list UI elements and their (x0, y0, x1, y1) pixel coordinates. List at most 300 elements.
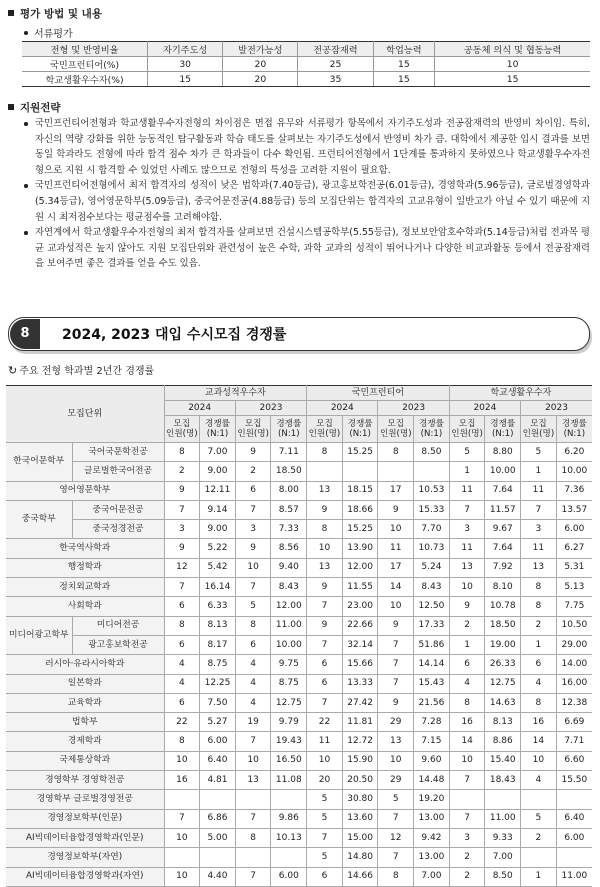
value-cell: 10 (449, 578, 485, 597)
value-cell: 6 (164, 693, 200, 712)
value-cell: 6.00 (200, 732, 236, 751)
value-cell: 16 (164, 771, 200, 790)
value-cell: 7.00 (485, 848, 521, 867)
value-cell: 8.75 (271, 674, 307, 693)
value-cell: 15.00 (342, 828, 378, 847)
value-cell: 14 (521, 732, 557, 751)
value-cell: 18.50 (485, 616, 521, 635)
value-cell: 11.08 (271, 771, 307, 790)
unit-name-cell: 경영정보학부(인문) (6, 809, 164, 828)
value-cell: 6.00 (271, 867, 307, 886)
value-cell: 11.57 (485, 500, 521, 519)
value-cell: 5.24 (414, 558, 450, 577)
value-cell: 7.92 (485, 558, 521, 577)
value-cell: 7 (449, 809, 485, 828)
value-cell: 10.78 (485, 597, 521, 616)
unit-name-cell: 경영학부 글로벌경영전공 (6, 790, 164, 809)
strategy-bullet: 국민프런티어전형과 학교생활우수자전형의 차이점은 면접 유무와 서류평가 항목에서 자기주도성과 전공잠재력의 반영비 차이임. 특히, 자신의 역량 강화를 위한 능동적인 탐구활동과 학습 태도를 살펴보는 자기주도성에서 반영비 차가 큼. 대학에서 제공한 입시 결과를 보면 동일 학과라도 전형에 따라 합격 점수 차가 큰 학과들이 다수 확인됨. 프런티어전형에서 1단계를 통과하지 못하였으나 학교생활우수자전형으로 지원 시 합격할 수 있었던 사례도 많으므로 전형의 특성을 고려한 지원이 필요함. (24, 116, 590, 178)
value-cell: 15.66 (342, 655, 378, 674)
unit-name-cell: AI빅데이터융합경영학과(자연) (6, 867, 164, 886)
value-cell: 13 (235, 771, 271, 790)
unit-name-cell: 경제학과 (6, 732, 164, 751)
value-cell: 10 (164, 867, 200, 886)
value-cell: 5 (521, 443, 557, 462)
value-cell: 9 (307, 616, 343, 635)
unit-name-cell: 사회학과 (6, 597, 164, 616)
value-cell: 2 (449, 848, 485, 867)
value-cell: 8 (307, 520, 343, 539)
value-cell: 9 (378, 693, 414, 712)
value-cell: 6.00 (556, 828, 592, 847)
unit-name-cell: 일본학과 (6, 674, 164, 693)
value-cell: 7 (307, 597, 343, 616)
value-cell (271, 790, 307, 809)
table-row (6, 578, 592, 597)
eval-cell: 15 (373, 72, 435, 87)
value-cell: 7.33 (271, 520, 307, 539)
value-cell: 15.40 (485, 751, 521, 770)
banner-title: 2024, 2023 대입 수시모집 경쟁률 (62, 327, 287, 343)
strategy-bullet: 국민프런티어전형에서 최저 합격자의 성적이 낮은 법학과(7.40등급), 광고홍보학전공(6.01등급), 경영학과(5.96등급), 글로벌경영학과(5.34등급), 영어영문학부(5.09등급), 중국어문전공(4.88등급) 등의 모집단위는 합격자의 고교유형이 일반고가 아닐 수 있기 때문에 지원 시 최저점수보다는 평균점수를 고려해야함. (24, 178, 590, 225)
value-cell: 8.57 (271, 500, 307, 519)
value-cell: 10 (449, 751, 485, 770)
value-cell: 14.80 (342, 848, 378, 867)
eval-cell: 국민프런티어(%) (22, 57, 148, 72)
year-header: 2024 (307, 401, 378, 416)
table-row (6, 655, 592, 674)
value-cell: 12.75 (271, 693, 307, 712)
value-cell: 12.00 (342, 558, 378, 577)
value-cell: 11 (307, 732, 343, 751)
eval-row (22, 72, 590, 87)
table-row (6, 713, 592, 732)
value-cell: 14.48 (414, 771, 450, 790)
value-cell: 8 (521, 597, 557, 616)
value-cell: 13.57 (556, 500, 592, 519)
group-name-cell: 중국학부 (6, 500, 72, 539)
sub-header: 모집 인원(명) (521, 416, 557, 443)
value-cell: 12.25 (200, 674, 236, 693)
value-cell: 19.43 (271, 732, 307, 751)
eval-cell: 25 (298, 57, 373, 72)
table-row (6, 751, 592, 770)
value-cell (342, 462, 378, 481)
value-cell: 12.11 (200, 481, 236, 500)
value-cell: 4 (521, 674, 557, 693)
value-cell: 32.14 (342, 635, 378, 654)
value-cell: 7 (307, 635, 343, 654)
value-cell: 4.81 (200, 771, 236, 790)
value-cell: 7.15 (414, 732, 450, 751)
sub-header: 모집 인원(명) (307, 416, 343, 443)
value-cell: 13 (307, 481, 343, 500)
unit-name-cell: AI빅데이터융합경영학과(인문) (6, 828, 164, 847)
sub-header: 경쟁률 (N:1) (556, 416, 592, 443)
value-cell: 8.86 (485, 732, 521, 751)
value-cell: 9 (378, 500, 414, 519)
table-row (6, 693, 592, 712)
value-cell (271, 848, 307, 867)
arrow-icon: ↻ (8, 364, 18, 377)
sub-header: 모집 인원(명) (378, 416, 414, 443)
value-cell: 10 (235, 558, 271, 577)
value-cell: 16 (449, 713, 485, 732)
value-cell: 29 (378, 713, 414, 732)
value-cell: 8 (521, 693, 557, 712)
value-cell: 12.50 (414, 597, 450, 616)
value-cell: 5 (378, 790, 414, 809)
eval-row (22, 57, 590, 72)
value-cell: 26.33 (485, 655, 521, 674)
dot-bullet-icon (24, 122, 28, 126)
value-cell: 12 (164, 558, 200, 577)
value-cell: 7.00 (414, 867, 450, 886)
value-cell: 10 (378, 520, 414, 539)
value-cell: 13 (449, 558, 485, 577)
value-cell: 4 (521, 771, 557, 790)
value-cell: 12.72 (342, 732, 378, 751)
value-cell: 12.75 (485, 674, 521, 693)
value-cell: 7 (235, 500, 271, 519)
strategy-bullet: 자연계에서 학교생활우수자전형의 최저 합격자를 살펴보면 건설시스템공학부(5.55등급), 정보보안암호수학과(5.14등급)처럼 전과목 평균 교과성적은 높지 않아도 지원 모집단위와 관련성이 높은 수학, 과학 교과의 성적이 뛰어나거나 다양한 비교과활동 등에서 전공잠재력을 보여주면 좋은 결과를 얻을 수도 있음. (24, 225, 590, 272)
unit-name-cell: 미디어전공 (72, 616, 164, 635)
value-cell: 8.00 (271, 481, 307, 500)
table-caption: ↻ 주요 전형 학과별 2년간 경쟁률 (8, 364, 155, 377)
value-cell: 1 (449, 635, 485, 654)
value-cell: 11 (449, 539, 485, 558)
value-cell: 8.10 (485, 578, 521, 597)
value-cell: 14 (449, 732, 485, 751)
value-cell: 2 (235, 462, 271, 481)
value-cell: 18.66 (342, 500, 378, 519)
value-cell: 7 (235, 867, 271, 886)
eval-cell: 15 (148, 72, 223, 87)
value-cell: 1 (449, 462, 485, 481)
value-cell: 10 (521, 751, 557, 770)
group-name-cell: 한국어문학부 (6, 443, 72, 482)
value-cell: 3 (449, 520, 485, 539)
value-cell: 4 (235, 674, 271, 693)
value-cell: 9.79 (271, 713, 307, 732)
value-cell: 7 (307, 828, 343, 847)
value-cell: 5 (307, 790, 343, 809)
section-banner (0, 317, 590, 351)
value-cell: 5.13 (556, 578, 592, 597)
unit-name-cell: 국어국문학전공 (72, 443, 164, 462)
value-cell: 5 (521, 809, 557, 828)
eval-header-cell: 자기주도성 (148, 42, 223, 57)
value-cell: 19.00 (485, 635, 521, 654)
dot-bullet-icon (24, 184, 28, 188)
value-cell: 10 (378, 597, 414, 616)
sub-header: 모집 인원(명) (164, 416, 200, 443)
unit-name-cell: 영어영문학부 (6, 481, 164, 500)
value-cell: 27.42 (342, 693, 378, 712)
table-row (6, 809, 592, 828)
value-cell: 7 (378, 655, 414, 674)
value-cell: 7.11 (271, 443, 307, 462)
value-cell (200, 790, 236, 809)
value-cell: 4 (164, 655, 200, 674)
value-cell: 5 (307, 848, 343, 867)
value-cell: 10 (378, 751, 414, 770)
group-header: 교과성적우수자 (164, 386, 307, 401)
value-cell: 10 (307, 539, 343, 558)
value-cell: 14.63 (485, 693, 521, 712)
value-cell: 10 (235, 751, 271, 770)
value-cell: 5.31 (556, 558, 592, 577)
eval-cell: 15 (435, 72, 590, 87)
sub-header: 모집 인원(명) (235, 416, 271, 443)
value-cell: 14.14 (414, 655, 450, 674)
eval-header-cell: 공동체 의식 및 협동능력 (435, 42, 590, 57)
square-bullet-icon (8, 104, 14, 110)
value-cell: 9 (378, 616, 414, 635)
value-cell: 7.71 (556, 732, 592, 751)
value-cell: 15.25 (342, 520, 378, 539)
value-cell: 6.00 (556, 520, 592, 539)
value-cell: 9.14 (200, 500, 236, 519)
year-header: 2023 (378, 401, 449, 416)
value-cell: 9.40 (271, 558, 307, 577)
value-cell: 10.00 (271, 635, 307, 654)
value-cell: 9.60 (414, 751, 450, 770)
value-cell: 8.17 (200, 635, 236, 654)
value-cell: 8 (378, 867, 414, 886)
value-cell: 7 (307, 693, 343, 712)
sub-header: 경쟁률 (N:1) (271, 416, 307, 443)
year-header: 2023 (235, 401, 306, 416)
year-header: 2024 (449, 401, 520, 416)
sub-header: 경쟁률 (N:1) (485, 416, 521, 443)
value-cell: 9 (164, 481, 200, 500)
table-row (6, 790, 592, 809)
value-cell: 13 (521, 558, 557, 577)
value-cell: 11 (521, 481, 557, 500)
section-strategy-heading: 지원전략 (8, 100, 61, 115)
value-cell: 11 (449, 481, 485, 500)
value-cell: 13.90 (342, 539, 378, 558)
value-cell: 6 (164, 597, 200, 616)
value-cell: 9.75 (271, 655, 307, 674)
value-cell: 6.60 (556, 751, 592, 770)
value-cell: 7.75 (556, 597, 592, 616)
table-row (6, 674, 592, 693)
value-cell: 1 (521, 867, 557, 886)
value-cell: 16 (521, 713, 557, 732)
value-cell: 14 (378, 578, 414, 597)
eval-ratio-table (22, 41, 590, 87)
value-cell: 6 (449, 655, 485, 674)
value-cell: 9 (449, 597, 485, 616)
value-cell: 6.33 (200, 597, 236, 616)
eval-cell: 20 (223, 57, 298, 72)
value-cell: 8.13 (485, 713, 521, 732)
value-cell: 7 (164, 809, 200, 828)
value-cell: 13.60 (342, 809, 378, 828)
value-cell (556, 790, 592, 809)
dot-bullet-icon (24, 31, 28, 35)
unit-name-cell: 법학부 (6, 713, 164, 732)
value-cell: 13 (378, 732, 414, 751)
value-cell (164, 848, 200, 867)
table-row (6, 732, 592, 751)
value-cell: 11.00 (271, 616, 307, 635)
value-cell: 15.25 (342, 443, 378, 462)
eval-header-cell: 학업능력 (373, 42, 435, 57)
value-cell: 8.56 (271, 539, 307, 558)
value-cell: 9.67 (485, 520, 521, 539)
table-row (6, 867, 592, 886)
value-cell: 1 (521, 635, 557, 654)
table-row (6, 462, 592, 481)
value-cell: 7 (378, 674, 414, 693)
value-cell: 9 (164, 539, 200, 558)
unit-name-cell: 중국정경전공 (72, 520, 164, 539)
value-cell: 3 (235, 520, 271, 539)
value-cell: 6 (307, 867, 343, 886)
unit-name-cell: 교육학과 (6, 693, 164, 712)
value-cell: 6.40 (200, 751, 236, 770)
table-row (6, 539, 592, 558)
sub-header: 경쟁률 (N:1) (342, 416, 378, 443)
value-cell: 7 (449, 771, 485, 790)
value-cell (414, 462, 450, 481)
value-cell (164, 790, 200, 809)
value-cell (235, 848, 271, 867)
value-cell: 12.00 (271, 597, 307, 616)
unit-header: 모집단위 (6, 386, 164, 443)
unit-name-cell: 정치외교학과 (6, 578, 164, 597)
value-cell: 6 (521, 655, 557, 674)
table-row (6, 597, 592, 616)
group-header: 국민프런티어 (307, 386, 450, 401)
value-cell: 5.42 (200, 558, 236, 577)
value-cell (485, 790, 521, 809)
value-cell: 6 (235, 481, 271, 500)
value-cell: 8.80 (485, 443, 521, 462)
table-row (6, 443, 592, 462)
value-cell: 14.66 (342, 867, 378, 886)
value-cell: 6.86 (200, 809, 236, 828)
value-cell: 9 (235, 539, 271, 558)
eval-header-cell: 발전가능성 (223, 42, 298, 57)
value-cell: 10.00 (556, 462, 592, 481)
value-cell: 16.50 (271, 751, 307, 770)
value-cell: 18.50 (271, 462, 307, 481)
eval-cell: 10 (435, 57, 590, 72)
value-cell: 7.70 (414, 520, 450, 539)
value-cell: 8 (378, 443, 414, 462)
value-cell: 8.43 (414, 578, 450, 597)
value-cell: 5.22 (200, 539, 236, 558)
value-cell: 2 (521, 828, 557, 847)
value-cell: 8.13 (200, 616, 236, 635)
value-cell: 51.86 (414, 635, 450, 654)
value-cell: 12 (378, 828, 414, 847)
value-cell: 2 (449, 867, 485, 886)
value-cell: 17.33 (414, 616, 450, 635)
value-cell (449, 790, 485, 809)
value-cell: 18.15 (342, 481, 378, 500)
value-cell: 5.00 (200, 828, 236, 847)
value-cell: 6 (164, 635, 200, 654)
value-cell: 8 (307, 443, 343, 462)
value-cell: 4.40 (200, 867, 236, 886)
value-cell: 22 (164, 713, 200, 732)
group-name-cell: 미디어광고학부 (6, 616, 72, 655)
value-cell: 7 (164, 500, 200, 519)
value-cell: 13 (307, 558, 343, 577)
value-cell: 8 (449, 693, 485, 712)
value-cell: 7 (378, 848, 414, 867)
eval-header-cell: 전공잠재력 (298, 42, 373, 57)
value-cell: 29.00 (556, 635, 592, 654)
value-cell: 10.73 (414, 539, 450, 558)
table-row (6, 635, 592, 654)
value-cell: 7 (521, 500, 557, 519)
value-cell (235, 790, 271, 809)
value-cell: 8 (164, 443, 200, 462)
value-cell: 5 (449, 443, 485, 462)
value-cell: 9 (307, 500, 343, 519)
value-cell: 7 (235, 732, 271, 751)
value-cell: 7.64 (485, 539, 521, 558)
value-cell (200, 848, 236, 867)
value-cell: 7 (378, 809, 414, 828)
value-cell: 7 (378, 635, 414, 654)
strategy-bullet-list (24, 116, 590, 272)
value-cell: 21.56 (414, 693, 450, 712)
banner-number: 8 (10, 319, 40, 349)
value-cell: 9.42 (414, 828, 450, 847)
unit-name-cell: 행정학과 (6, 558, 164, 577)
value-cell: 10 (307, 751, 343, 770)
doc-review-subheading: 서류평가 (24, 25, 73, 40)
value-cell: 22 (307, 713, 343, 732)
value-cell (378, 462, 414, 481)
unit-name-cell: 국제통상학과 (6, 751, 164, 770)
value-cell: 6 (235, 635, 271, 654)
value-cell: 15.33 (414, 500, 450, 519)
value-cell: 14.00 (556, 655, 592, 674)
unit-name-cell: 경영정보학부(자연) (6, 848, 164, 867)
value-cell: 13.00 (414, 809, 450, 828)
value-cell: 8.43 (271, 578, 307, 597)
table-row (6, 520, 592, 539)
value-cell: 10 (164, 828, 200, 847)
value-cell (521, 848, 557, 867)
value-cell: 7 (235, 578, 271, 597)
value-cell: 6 (307, 674, 343, 693)
sub-header: 모집 인원(명) (449, 416, 485, 443)
table-row (6, 558, 592, 577)
value-cell (307, 462, 343, 481)
table-row (6, 771, 592, 790)
value-cell: 3 (164, 520, 200, 539)
value-cell: 2 (521, 616, 557, 635)
value-cell: 9.86 (271, 809, 307, 828)
value-cell: 20 (307, 771, 343, 790)
value-cell: 7.28 (414, 713, 450, 732)
value-cell: 11 (378, 539, 414, 558)
value-cell: 7.36 (556, 481, 592, 500)
value-cell: 6.40 (556, 809, 592, 828)
eval-cell: 30 (148, 57, 223, 72)
group-header: 학교생활우수자 (449, 386, 592, 401)
value-cell: 8.50 (485, 867, 521, 886)
value-cell (556, 848, 592, 867)
